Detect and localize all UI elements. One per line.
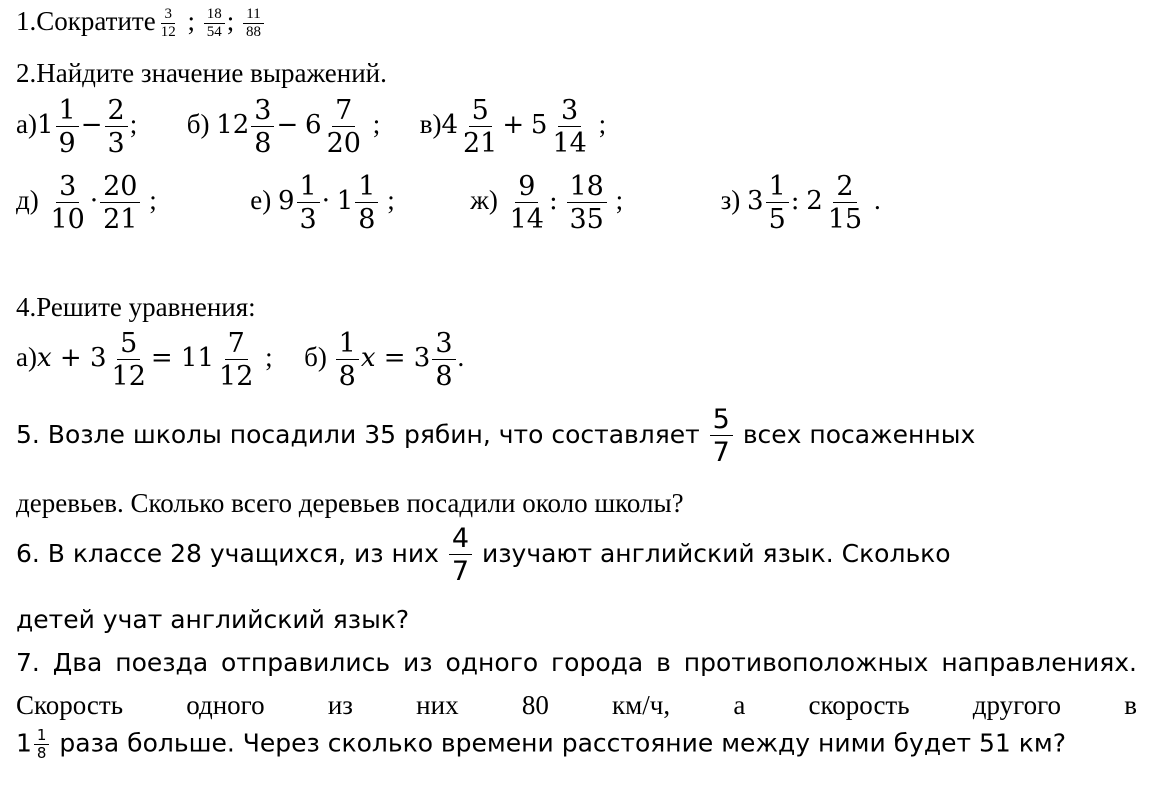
task-2-title: 2.Найдите значение выражений. <box>16 58 387 88</box>
fraction: $\frac{4}{7}$ <box>449 525 472 585</box>
fraction: $\frac{1}{9}$ <box>56 97 79 157</box>
fraction: $\frac{5}{12}$ <box>111 328 146 392</box>
task-4-equations <box>16 330 464 390</box>
expr-d: д) $\frac{3}{10}$ · $\frac{20}{21}$ ; <box>16 171 157 235</box>
task-4-title: 4.Решите уравнения: <box>16 292 256 322</box>
fraction: $\frac{5}{21}$ <box>463 95 498 159</box>
equation-a: а)𝑥 + 3 $\frac{5}{12}$ = 11 $\frac{7}{12}$ ; <box>16 328 273 392</box>
task-7-line-3: 1 $\frac{1}{8}$ раза больше. Через сколько времени расстояние между ними будет 51 км? <box>16 726 1067 762</box>
expr-a: а)1 $\frac{1}{9}$ − $\frac{2}{3}$ ; <box>16 95 138 159</box>
expr-z: з) 3 $\frac{1}{5}$ : 2 $\frac{2}{15}$ . <box>720 171 881 235</box>
fraction: $\frac{7}{20}$ <box>326 95 361 159</box>
fraction: $\frac{3}{8}$ <box>432 330 455 390</box>
task-2-row-2 <box>16 173 881 233</box>
fraction: $\frac{11}{88}$ <box>243 7 264 40</box>
fraction: $\frac{1}{8}$ <box>34 728 50 761</box>
fraction: $\frac{1}{3}$ <box>297 173 320 233</box>
fraction: $\frac{9}{14}$ <box>509 171 544 235</box>
fraction: $\frac{20}{21}$ <box>100 173 140 233</box>
task-2-row-1 <box>16 97 606 157</box>
fraction: $\frac{3}{12}$ <box>160 6 176 41</box>
fraction: $\frac{5}{7}$ <box>710 406 733 466</box>
fraction: $\frac{1}{8}$ <box>336 330 359 390</box>
fraction: $\frac{1}{5}$ <box>766 173 789 233</box>
task-5-line-1: 5. Возле школы посадили 35 рябин, что составляет $\frac{5}{7}$ всех посаженных <box>16 404 976 468</box>
expr-zh: ж) $\frac{9}{14}$ : $\frac{18}{35}$ ; <box>470 171 624 235</box>
fraction: $\frac{2}{15}$ <box>827 171 863 235</box>
equation-b: б) $\frac{1}{8}$ 𝑥 = 3 $\frac{3}{8}$ . <box>304 328 465 392</box>
task-7-line-2: Скорость одного из них 80 км/ч, а скорость другого в <box>16 690 1137 720</box>
fraction: $\frac{18}{35}$ <box>567 173 607 233</box>
expr-e: е) 9 $\frac{1}{3}$ · 1 $\frac{1}{8}$ ; <box>250 171 395 235</box>
fraction: $\frac{3}{10}$ <box>50 171 85 235</box>
task-7-line-1: 7. Два поезда отправились из одного города в противоположных направлениях. <box>16 648 1137 677</box>
expr-b: б) 12 $\frac{3}{8}$ − 6 $\frac{7}{20}$ ; <box>186 95 381 159</box>
fraction: $\frac{18}{54}$ <box>204 7 225 40</box>
fraction: $\frac{3}{14}$ <box>552 95 587 159</box>
task-6-line-2: детей учат английский язык? <box>16 605 410 634</box>
fraction: $\frac{3}{8}$ <box>251 97 274 157</box>
fraction: $\frac{7}{12}$ <box>219 328 254 392</box>
task-1-title: 1.Сократите <box>16 6 156 36</box>
expr-v: в)4 $\frac{5}{21}$ + 5 $\frac{3}{14}$ ; <box>419 95 607 159</box>
task-5-line-2: деревьев. Сколько всего деревьев посадили около школы? <box>16 488 684 518</box>
task-1: 1.Сократите $\frac{3}{12}$ ; $\frac{18}{54}$ ; $\frac{11}{88}$ <box>16 6 266 40</box>
fraction: $\frac{2}{3}$ <box>105 97 128 157</box>
fraction: $\frac{1}{8}$ <box>355 173 378 233</box>
task-6-line-1: 6. В классе 28 учащихся, из них $\frac{4}{7}$ изучают английский язык. Сколько <box>16 523 951 587</box>
